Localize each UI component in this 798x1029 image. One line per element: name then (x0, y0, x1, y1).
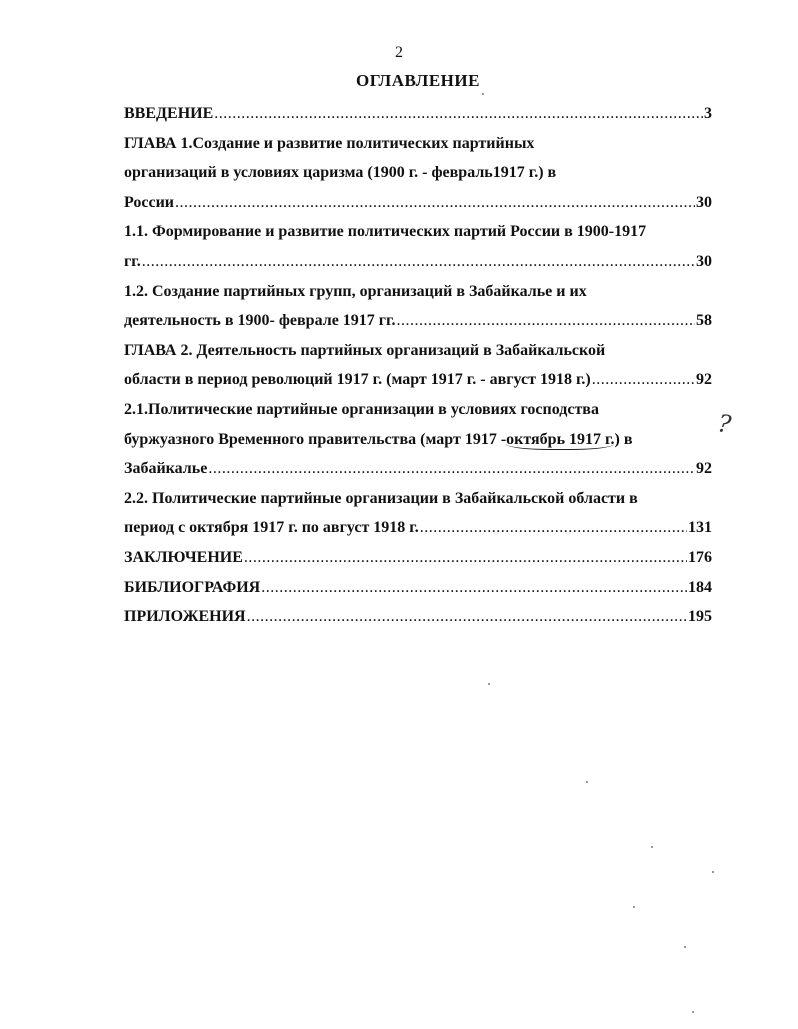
leader-dots (208, 454, 695, 484)
scan-speck (488, 683, 490, 685)
page-title: ОГЛАВЛЕНИЕ (356, 71, 480, 90)
toc-entry-label: Забайкалье (124, 460, 208, 478)
leader-dots (261, 573, 687, 603)
page-number: 2 (395, 44, 403, 61)
toc-entry-1-1 (124, 247, 712, 277)
toc-entry-chapter1-line2: организаций в условиях царизма (1900 г. - февраль1917 г.) в (124, 164, 557, 182)
toc-entry-page: 184 (688, 578, 712, 596)
toc-entry-page: 30 (696, 252, 712, 270)
scan-speck (586, 781, 588, 783)
toc-entry-page: 92 (696, 460, 712, 478)
toc-entry-label: ПРИЛОЖЕНИЯ (124, 608, 246, 626)
toc-entry-introduction (124, 99, 712, 129)
handwritten-underline: октябрь 1917 г. (506, 430, 615, 448)
toc-entry-page: 3 (704, 105, 712, 122)
toc-entry-1-2-line1: 1.2. Создание партийных групп, организаций в Забайкалье и их (124, 282, 587, 300)
toc-entry-label: гг. (124, 252, 141, 270)
toc-entry-page: 195 (688, 608, 712, 626)
toc-entry-label: области в период революций 1917 г. (март 1917 г. - август 1918 г.) (124, 371, 591, 389)
toc-entry-page: 176 (688, 548, 712, 566)
toc-entry-label: деятельность в 1900- феврале 1917 гг. (124, 312, 396, 330)
toc-entry-2-2 (124, 513, 712, 543)
leader-dots (247, 602, 687, 632)
toc-entry-label: России (124, 193, 175, 211)
handwritten-question-mark: ? (716, 409, 733, 439)
toc-entry-appendices (124, 602, 712, 632)
scan-speck (482, 93, 484, 95)
table-of-contents (124, 99, 712, 632)
scan-speck (692, 1011, 694, 1013)
scan-speck (633, 906, 635, 908)
toc-text-part: ) в (614, 430, 633, 448)
toc-entry-chapter1 (124, 188, 712, 218)
leader-dots (397, 306, 695, 336)
leader-dots (592, 365, 695, 395)
toc-entry-chapter1-line1: ГЛАВА 1.Создание и развитие политических партийных (124, 134, 535, 152)
leader-dots (244, 543, 687, 573)
toc-entry-2-1 (124, 454, 712, 484)
leader-dots (175, 188, 695, 218)
toc-entry-label: ВВЕДЕНИЕ (124, 105, 214, 122)
toc-entry-2-1-line2 (124, 425, 712, 455)
toc-entry-page: 30 (696, 193, 712, 211)
toc-entry-1-2 (124, 306, 712, 336)
toc-text-part: буржуазного Временного правительства (март 1917 - (124, 430, 507, 448)
scan-speck (651, 846, 653, 848)
toc-entry-label: ЗАКЛЮЧЕНИЕ (124, 548, 243, 566)
toc-entry-chapter2-line1: ГЛАВА 2. Деятельность партийных организаций в Забайкальской (124, 341, 606, 359)
toc-entry-page: 92 (696, 371, 712, 389)
toc-entry-label: БИБЛИОГРАФИЯ (124, 578, 261, 596)
leader-dots (420, 513, 687, 543)
toc-entry-2-1-line1: 2.1.Политические партийные организации в условиях господства (124, 400, 599, 418)
toc-entry-chapter2 (124, 365, 712, 395)
toc-entry-page: 58 (696, 312, 712, 330)
leader-dots (214, 99, 703, 129)
toc-entry-2-2-line1: 2.2. Политические партийные организации в Забайкальской области в (124, 489, 638, 507)
toc-entry-1-1-line1: 1.1. Формирование и развитие политических партий России в 1900-1917 (124, 223, 647, 241)
toc-entry-label: период с октября 1917 г. по август 1918 г. (124, 519, 419, 537)
toc-entry-page: 131 (688, 519, 712, 537)
scan-speck (684, 946, 686, 948)
leader-dots (142, 247, 695, 277)
toc-entry-conclusion (124, 543, 712, 573)
toc-entry-bibliography (124, 573, 712, 603)
scan-speck (712, 871, 714, 873)
